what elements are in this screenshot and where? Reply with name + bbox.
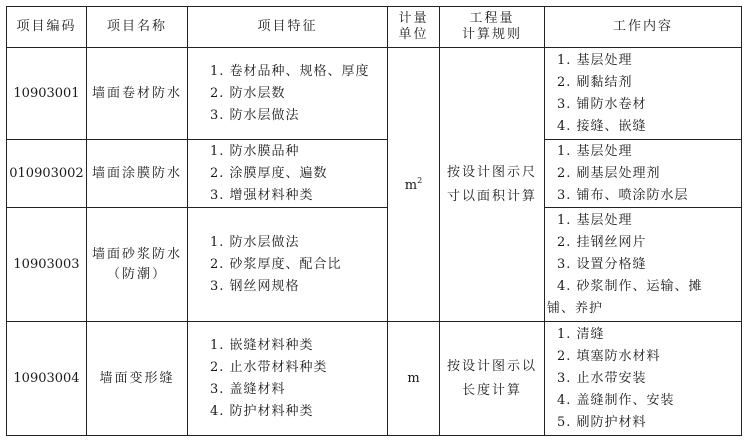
header-row — [7, 7, 742, 48]
work-line: 2. 刷基层处理剂 — [557, 165, 661, 181]
work-line: 2. 填塞防水材料 — [557, 348, 661, 364]
calculation-rule-cell — [440, 48, 545, 322]
feature-line: 3. 防水层做法 — [210, 107, 300, 123]
work-line: 1. 基层处理 — [557, 143, 633, 159]
specification-table — [6, 6, 742, 436]
header-unit-line-2: 单位 — [398, 27, 429, 42]
feature-line: 4. 防护材料种类 — [210, 403, 314, 419]
item-work — [545, 48, 742, 140]
header-unit-line-1: 计量 — [398, 11, 429, 26]
rule-line-1: 按设计图示尺 — [446, 164, 537, 180]
work-line: 4. 盖缝制作、安装 — [557, 392, 675, 408]
work-line: 4. 接缝、嵌缝 — [557, 118, 647, 134]
rule-line-2: 长度计算 — [461, 382, 522, 398]
item-code: 010903002 — [7, 140, 87, 208]
item-name — [87, 208, 188, 322]
feature-line: 1. 嵌缝材料种类 — [210, 337, 314, 353]
item-code: 10903001 — [7, 48, 87, 140]
feature-line: 2. 涂膜厚度、遍数 — [210, 165, 328, 181]
unit-cell — [388, 48, 440, 322]
feature-line: 3. 盖缝材料 — [210, 381, 286, 397]
work-line: 3. 设置分格缝 — [557, 256, 647, 272]
feature-line: 2. 防水层数 — [210, 85, 286, 101]
work-line: 3. 铺布、喷涂防水层 — [557, 187, 689, 203]
calculation-rule-cell — [440, 322, 545, 436]
feature-line: 1. 卷材品种、规格、厚度 — [210, 63, 370, 79]
work-line: 1. 基层处理 — [557, 212, 633, 228]
work-line: 3. 止水带安装 — [557, 370, 647, 386]
header-rule — [440, 7, 545, 48]
work-line: 5. 刷防护材料 — [557, 414, 647, 430]
item-name: 墙面变形缝 — [87, 322, 188, 436]
item-work — [545, 140, 742, 208]
unit-cell: m — [388, 322, 440, 436]
feature-line: 3. 钢丝网规格 — [210, 278, 300, 294]
table-row — [7, 322, 742, 436]
item-work — [545, 208, 742, 322]
table-row — [7, 48, 742, 140]
header-code: 项目编码 — [7, 7, 87, 48]
work-line: 4. 砂浆制作、运输、摊 — [557, 278, 703, 294]
item-work — [545, 322, 742, 436]
work-line: 2. 刷黏结剂 — [557, 74, 633, 90]
item-features — [188, 140, 388, 208]
unit-base: m — [404, 178, 418, 193]
header-name: 项目名称 — [87, 7, 188, 48]
item-name: 墙面卷材防水 — [87, 48, 188, 140]
unit-superscript: 2 — [417, 176, 423, 185]
item-name: 墙面涂膜防水 — [87, 140, 188, 208]
table-row — [7, 208, 742, 322]
rule-line-1: 按设计图示以 — [446, 358, 537, 374]
item-name-line-2: （防潮） — [106, 266, 167, 282]
rule-line-2: 寸以面积计算 — [446, 188, 537, 204]
header-work: 工作内容 — [545, 7, 742, 48]
work-line-continuation: 铺、养护 — [547, 300, 604, 316]
header-rule-line-2: 计算规则 — [461, 27, 522, 42]
header-features: 项目特征 — [188, 7, 388, 48]
work-line: 1. 基层处理 — [557, 52, 633, 68]
item-name-line-1: 墙面砂浆防水 — [91, 246, 182, 262]
item-code: 10903004 — [7, 322, 87, 436]
item-features — [188, 48, 388, 140]
work-line: 3. 铺防水卷材 — [557, 96, 647, 112]
item-code: 10903003 — [7, 208, 87, 322]
work-line: 1. 清缝 — [557, 326, 605, 342]
table-row — [7, 140, 742, 208]
header-rule-line-1: 工程量 — [469, 11, 515, 26]
header-unit — [388, 7, 440, 48]
item-features — [188, 208, 388, 322]
item-features — [188, 322, 388, 436]
work-line: 2. 挂钢丝网片 — [557, 234, 647, 250]
feature-line: 3. 增强材料种类 — [210, 187, 314, 203]
feature-line: 2. 止水带材料种类 — [210, 359, 328, 375]
feature-line: 1. 防水膜品种 — [210, 143, 300, 159]
feature-line: 1. 防水层做法 — [210, 234, 300, 250]
feature-line: 2. 砂浆厚度、配合比 — [210, 256, 342, 272]
